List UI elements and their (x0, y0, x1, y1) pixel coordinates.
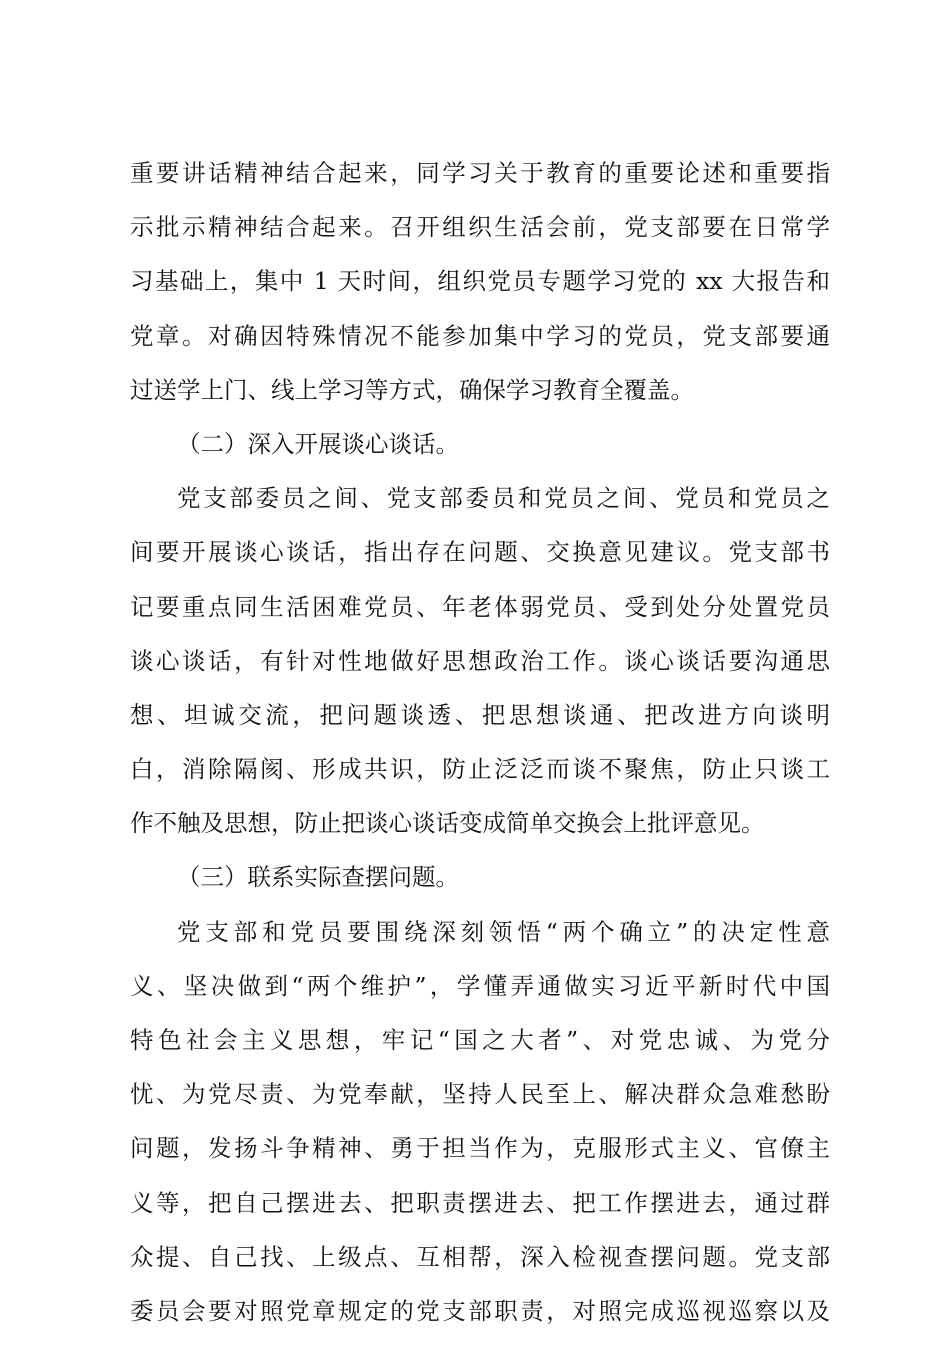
body-line: 谈心谈话，有针对性地做好思想政治工作。谈心谈话要沟通思 (130, 646, 830, 675)
body-line: 众提、自己找、上级点、互相帮，深入检视查摆问题。党支部 (130, 1242, 830, 1271)
paragraph-first-line: 党支部和党员要围绕深刻领悟“两个确立”的决定性意 (177, 917, 830, 946)
body-line: 重要讲话精神结合起来，同学习关于教育的重要论述和重要指 (130, 159, 830, 187)
body-line: 委员会要对照党章规定的党支部职责，对照完成巡视巡察以及 (130, 1296, 830, 1325)
body-line: 示批示精神结合起来。召开组织生活会前，党支部要在日常学 (130, 213, 830, 242)
body-line: 作不触及思想，防止把谈心谈话变成简单交换会上批评意见。 (130, 809, 765, 838)
body-line: 忧、为党尽责、为党奉献，坚持人民至上、解决群众急难愁盼 (130, 1080, 830, 1109)
document-body (130, 146, 830, 1338)
body-line: 问题，发扬斗争精神、勇于担当作为，克服形式主义、官僚主 (130, 1134, 830, 1163)
body-line: 想、坦诚交流，把问题谈透、把思想谈通、把改进方向谈明 (130, 700, 830, 729)
body-line: 习基础上，集中 1 天时间，组织党员专题学习党的 xx 大报告和 (130, 267, 830, 296)
body-line: 过送学上门、线上学习等方式，确保学习教育全覆盖。 (130, 375, 694, 404)
body-line: 记要重点同生活困难党员、年老体弱党员、受到处分处置党员 (130, 592, 830, 621)
section-heading: （二）深入开展谈心谈话。 (177, 429, 459, 458)
paragraph-first-line: 党支部委员之间、党支部委员和党员之间、党员和党员之 (177, 484, 830, 513)
body-line: 党章。对确因特殊情况不能参加集中学习的党员，党支部要通 (130, 321, 830, 350)
body-line: 白，消除隔阂、形成共识，防止泛泛而谈不聚焦，防止只谈工 (130, 755, 830, 784)
body-line: 间要开展谈心谈话，指出存在问题、交换意见建议。党支部书 (130, 538, 830, 567)
body-line: 特色社会主义思想，牢记“国之大者”、对党忠诚、为党分 (130, 1026, 830, 1054)
section-heading: （三）联系实际查摆问题。 (177, 863, 459, 892)
body-line: 义、坚决做到“两个维护”，学懂弄通做实习近平新时代中国 (130, 971, 830, 1000)
body-line: 义等，把自己摆进去、把职责摆进去、把工作摆进去，通过群 (130, 1188, 830, 1217)
